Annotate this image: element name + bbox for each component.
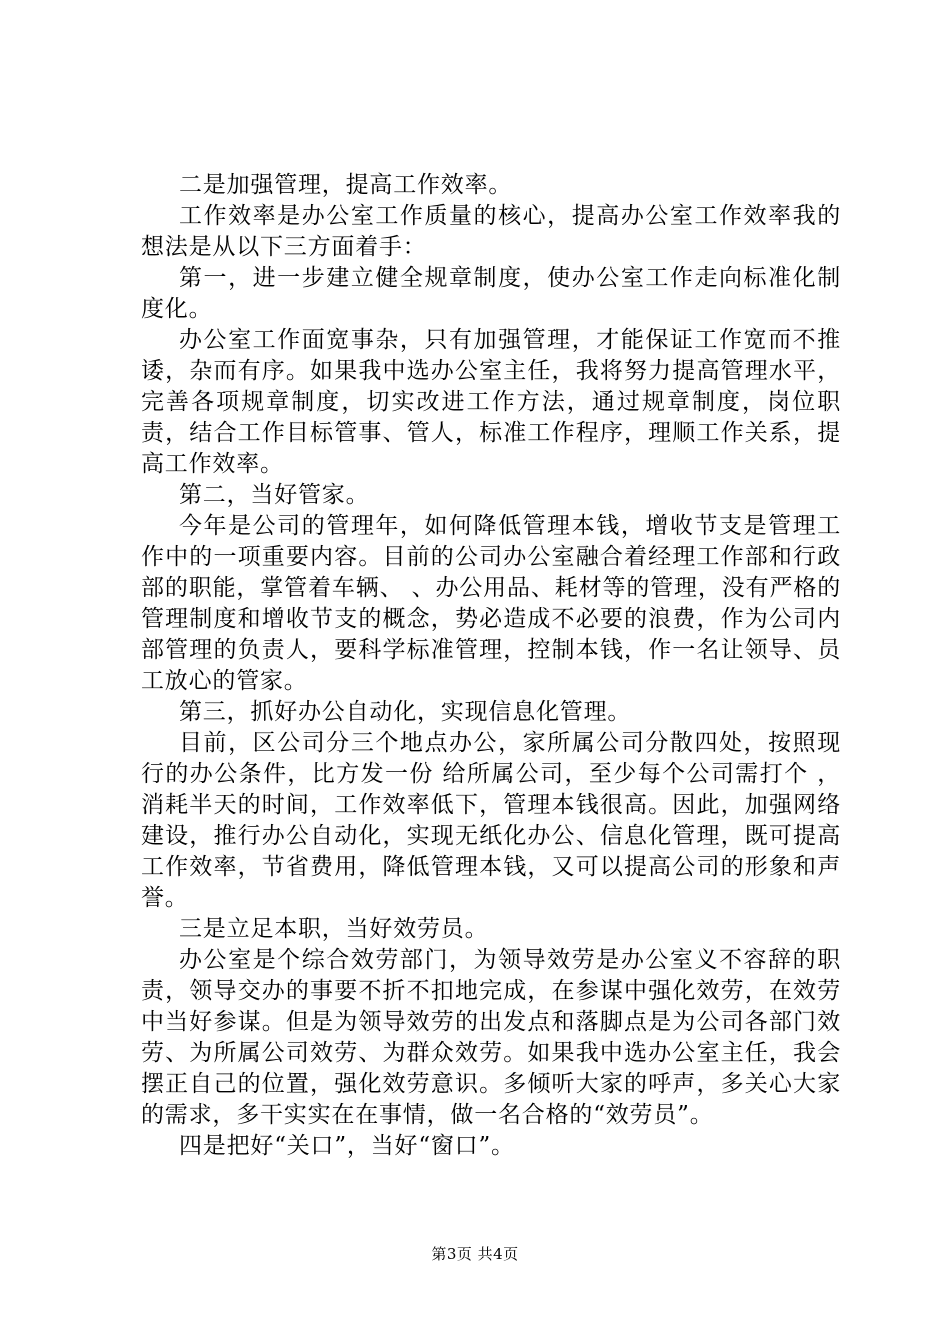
paragraph-9: 三是立足本职，当好效劳员。 bbox=[179, 916, 489, 942]
document-body bbox=[141, 170, 841, 1162]
paragraph-10: 办公室是个综合效劳部门，为领导效劳是办公室义不容辞的职责，领导交办的事要不折不扣地完成，在参谋中强化效劳，在效劳中当好参谋。但是为领导效劳的出发点和落脚点是为公司各部门效劳、为所属公司效劳、为群众效劳。如果我中选办公室主任，我会摆正自己的位置，强化效劳意识。多倾听大家的呼声，多关心大家的需求，多干实实在在事情，做一名合格的“效劳员”。 bbox=[141, 947, 841, 1128]
paragraph-2: 工作效率是办公室工作质量的核心，提高办公室工作效率我的想法是从以下三方面着手： bbox=[141, 203, 841, 260]
page-footer: 第3页 共4页 bbox=[431, 1245, 519, 1263]
paragraph-6: 今年是公司的管理年，如何降低管理本钱，增收节支是管理工作中的一项重要内容。目前的公司办公室融合着经理工作部和行政部的职能，掌管着车辆、 、办公用品、耗材等的管理，没有严格的管理制度和增收节支的概念，势必造成不必要的浪费，作为公司内部管理的负责人，要科学标准管理，控制本钱，作一名让领导、员工放心的管家。 bbox=[141, 513, 841, 694]
paragraph-8: 目前，区公司分三个地点办公，家所属公司分散四处，按照现行的办公条件，比方发一份 给所属公司，至少每个公司需打个 ，消耗半天的时间，工作效率低下，管理本钱很高。因此，加强网络建设，推行办公自动化，实现无纸化办公、信息化管理，既可提高工作效率，节省费用，降低管理本钱，又可以提高公司的形象和声誉。 bbox=[141, 730, 841, 911]
paragraph-3: 第一，进一步建立健全规章制度，使办公室工作走向标准化制度化。 bbox=[141, 265, 841, 322]
paragraph-4: 办公室工作面宽事杂，只有加强管理，才能保证工作宽而不推诿，杂而有序。如果我中选办公室主任，我将努力提高管理水平，完善各项规章制度，切实改进工作方法，通过规章制度，岗位职责，结合工作目标管事、管人，标准工作程序，理顺工作关系，提高工作效率。 bbox=[141, 327, 841, 477]
paragraph-5: 第二，当好管家。 bbox=[179, 482, 370, 508]
paragraph-7: 第三，抓好办公自动化，实现信息化管理。 bbox=[179, 699, 632, 725]
paragraph-11: 四是把好“关口”，当好“窗口”。 bbox=[179, 1133, 515, 1159]
paragraph-1: 二是加强管理，提高工作效率。 bbox=[179, 172, 513, 198]
